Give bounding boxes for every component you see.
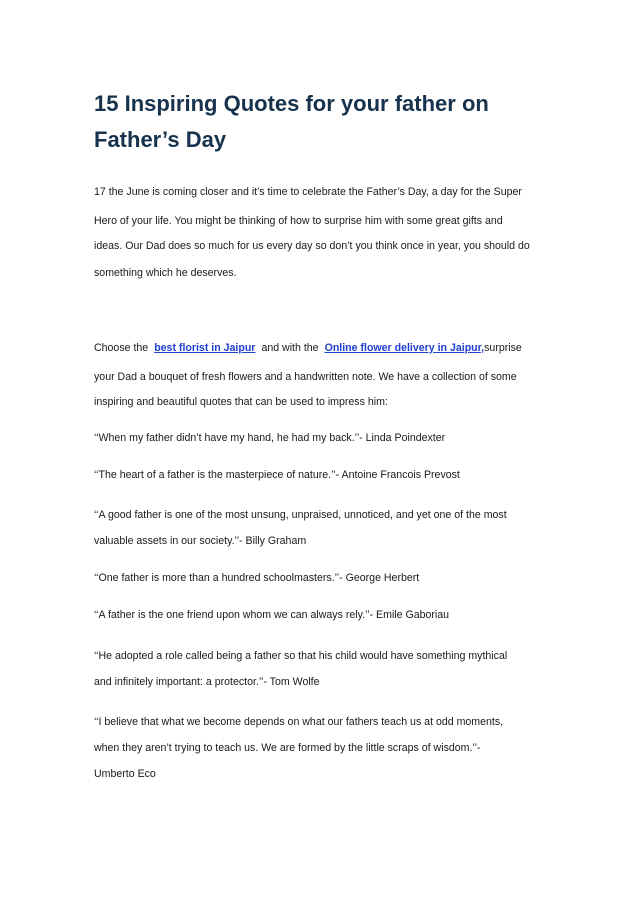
- quote-3-line-2: valuable assets in our society.’’- Billy Graham: [94, 535, 307, 547]
- page-title: [94, 86, 574, 158]
- quote-7-line-1: ‘‘I believe that what we become depends on what our fathers teach us at odd moments,: [94, 716, 504, 728]
- intro-line-4: something which he deserves.: [94, 267, 237, 279]
- title-line-2: Father’s Day: [94, 127, 227, 152]
- quote-5: ‘‘A father is the one friend upon whom we can always rely.’’- Emile Gaboriau: [94, 609, 450, 621]
- quote-1: ‘‘When my father didn’t have my hand, he had my back.’’- Linda Poindexter: [94, 432, 446, 444]
- title-line-1: 15 Inspiring Quotes for your father on: [94, 91, 489, 116]
- online-flower-delivery-link[interactable]: Online flower delivery in Jaipur,: [324, 342, 485, 354]
- choose-line-2: your Dad a bouquet of fresh flowers and a handwritten note. We have a collection of some: [94, 371, 517, 383]
- quote-6-line-2: and infinitely important: a protector.’’- Tom Wolfe: [94, 676, 320, 688]
- choose-middle: and with the: [261, 342, 319, 354]
- intro-line-1: 17 the June is coming closer and it’s time to celebrate the Father’s Day, a day for the Super: [94, 186, 522, 198]
- quote-6-line-1: ‘‘He adopted a role called being a father so that his child would have something mythical: [94, 650, 508, 662]
- intro-line-2: Hero of your life. You might be thinking of how to surprise him with some great gifts and: [94, 215, 503, 227]
- choose-line-3: inspiring and beautiful quotes that can be used to impress him:: [94, 396, 388, 408]
- quote-7-line-3: Umberto Eco: [94, 768, 156, 780]
- quote-7-line-2: when they aren’t trying to teach us. We are formed by the little scraps of wisdom.’’-: [94, 742, 481, 754]
- quote-3-line-1: ‘‘A good father is one of the most unsung, unpraised, unnoticed, and yet one of the most: [94, 509, 507, 521]
- best-florist-link[interactable]: best florist in Jaipur: [154, 342, 256, 354]
- quote-4: ‘‘One father is more than a hundred schoolmasters.’’- George Herbert: [94, 572, 420, 584]
- intro-line-3: ideas. Our Dad does so much for us every day so don’t you think once in year, you should do: [94, 240, 530, 252]
- choose-prefix: Choose the: [94, 342, 149, 354]
- choose-line-1: [94, 341, 522, 355]
- quote-2: ‘‘The heart of a father is the masterpiece of nature.’’- Antoine Francois Prevost: [94, 469, 460, 481]
- choose-suffix: surprise: [484, 342, 522, 354]
